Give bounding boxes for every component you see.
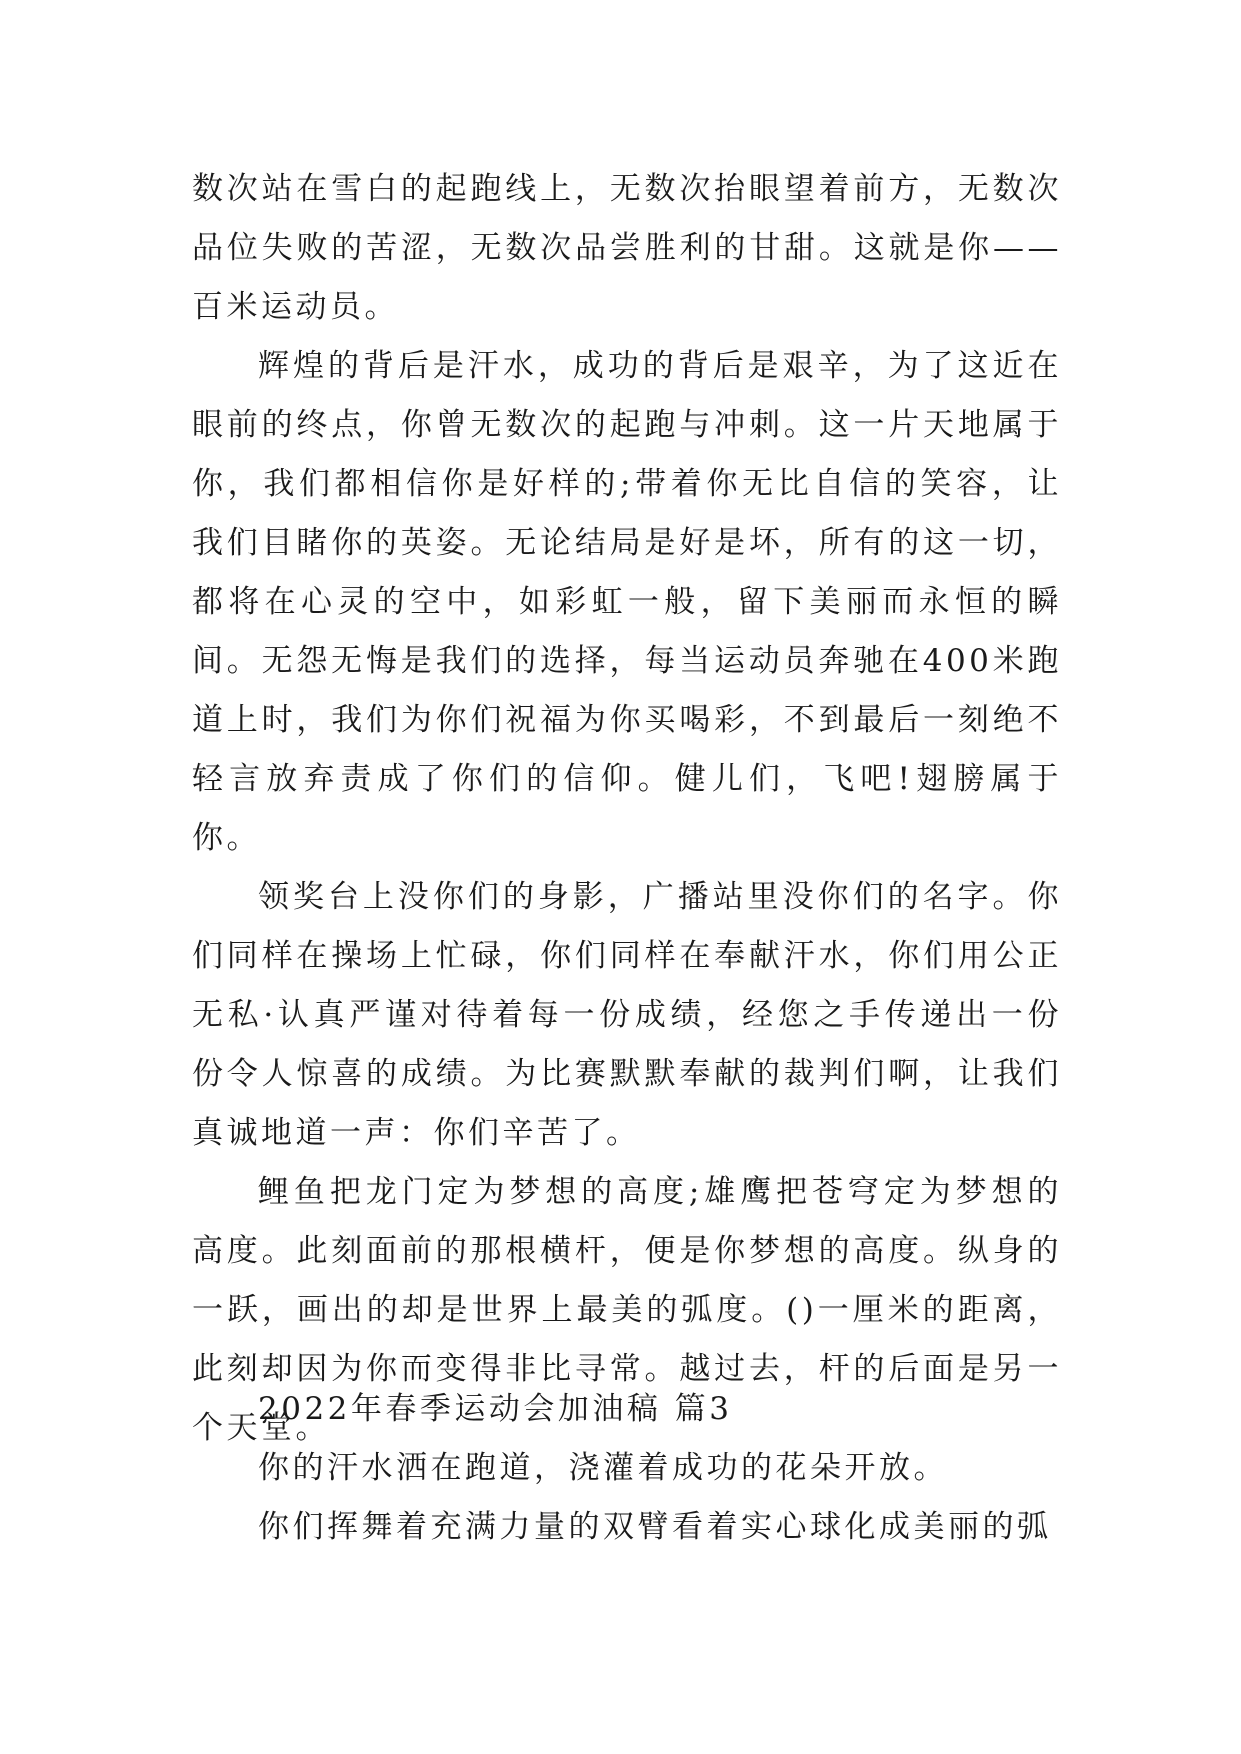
paragraph-3: 领奖台上没你们的身影，广播站里没你们的名字。你们同样在操场上忙碌，你们同样在奉献汗水，你们用公正无私·认真严谨对待着每一份成绩，经您之手传递出一份份令人惊喜的成绩。为比赛默默奉献的裁判们啊，让我们真诚地道一声：你们辛苦了。 — [192, 879, 1062, 1151]
section-line-2: 你们挥舞着充满力量的双臂看着实心球化成美丽的弧 — [258, 1509, 1052, 1545]
section-3 — [258, 1380, 1062, 1557]
paragraph-1: 数次站在雪白的起跑线上，无数次抬眼望着前方，无数次品位失败的苦涩，无数次品尝胜利的甘甜。这就是你——百米运动员。 — [192, 171, 1062, 325]
section-line-1: 你的汗水洒在跑道，浇灌着成功的花朵开放。 — [258, 1450, 948, 1486]
document-body — [192, 160, 1062, 1458]
section-title: 2022年春季运动会加油稿 篇3 — [258, 1391, 733, 1427]
paragraph-4: 鲤鱼把龙门定为梦想的高度;雄鹰把苍穹定为梦想的高度。此刻面前的那根横杆，便是你梦想的高度。纵身的一跃，画出的却是世界上最美的弧度。()一厘米的距离，此刻却因为你而变得非比寻常。越过去，杆的后面是另一个天堂。 — [192, 1174, 1062, 1446]
paragraph-2: 辉煌的背后是汗水，成功的背后是艰辛，为了这近在眼前的终点，你曾无数次的起跑与冲刺。这一片天地属于你，我们都相信你是好样的;带着你无比自信的笑容，让我们目睹你的英姿。无论结局是好是坏，所有的这一切，都将在心灵的空中，如彩虹一般，留下美丽而永恒的瞬间。无怨无悔是我们的选择，每当运动员奔驰在400米跑道上时，我们为你们祝福为你买喝彩，不到最后一刻绝不轻言放弃责成了你们的信仰。健儿们，飞吧!翅膀属于你。 — [192, 348, 1062, 856]
